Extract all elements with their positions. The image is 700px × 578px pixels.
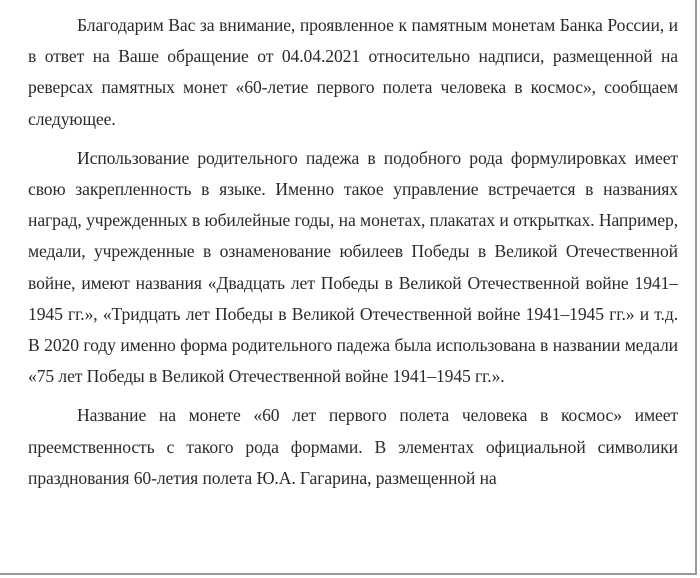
paragraph-coin-name: Название на монете «60 лет первого полета человека в космос» имеет преемственность с такого рода формами. В элементах официальной символики празднования 60-летия полета Ю.А. Гагарина, размещенной на: [28, 405, 678, 488]
paragraph-genitive-case: Использование родительного падежа в подобного рода формулировках имеет свою закрепленность в языке. Именно такое управление встречается в названиях наград, учрежденных в юбилейные годы, на монетах, плакатах и открытках. Например, медали, учрежденные в ознаменование юбилеев Победы в Великой Отечественной войне, имеют названия «Двадцать лет Победы в Великой Отечественной войне 1941–1945 гг.», «Тридцать лет Победы в Великой Отечественной войне 1941–1945 гг.» и т.д. В 2020 году именно форма родительного падежа была использована в названии медали «75 лет Победы в Великой Отечественной войне 1941–1945 гг.».: [28, 147, 678, 387]
document-body: [28, 10, 678, 501]
paragraph-gratitude: Благодарим Вас за внимание, проявленное к памятным монетам Банка России, и в ответ на Ваше обращение от 04.04.2021 относительно надписи, размещенной на реверсах памятных монет «60-летие первого полета человека в космос», сообщаем следующее.: [28, 15, 678, 129]
